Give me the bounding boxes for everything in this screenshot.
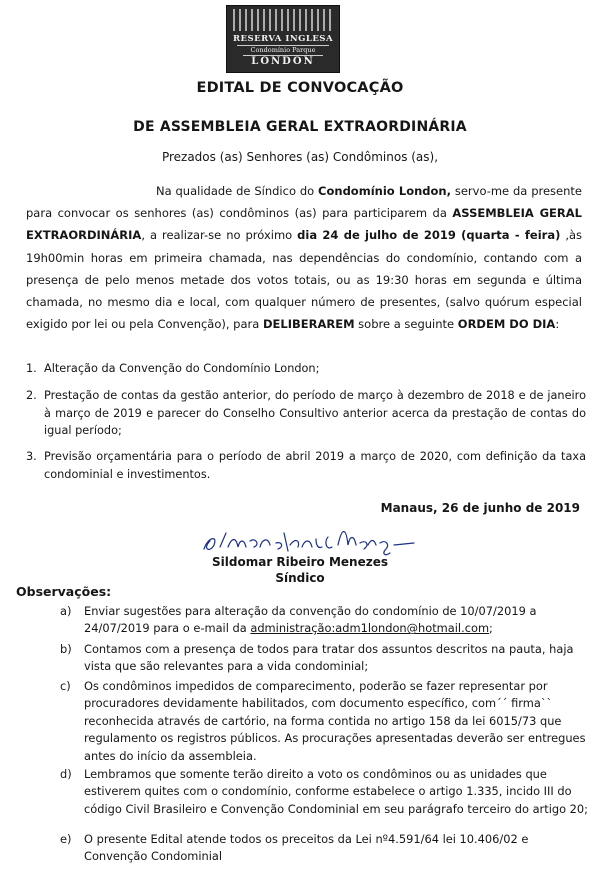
- agenda-number: 2.: [26, 389, 37, 402]
- signer-role: Síndico: [275, 571, 325, 585]
- intro-text-5: sobre a seguinte: [354, 317, 458, 332]
- observation-item: [60, 603, 590, 638]
- observation-a-text: Enviar sugestões para alteração da convenção do condomínio de 10/07/2019 a 24/07/2019 para o e-mail da: [84, 604, 537, 636]
- meeting-date: dia 24 de julho de 2019 (quarta - feira): [297, 228, 561, 243]
- intro-paragraph: [26, 180, 582, 335]
- observation-text: Contamos com a presença de todos para tratar dos assuntos descritos na pauta, haja vista que são relevantes para a vida condominial;: [84, 642, 574, 674]
- intro-text-4: ,às 19h00min horas em primeira chamada, nas dependências do condomínio, contando com a presença de pelo menos metade dos votos totais, ou as 19:30 horas em segunda e última chamada, no mesmo dia e local, com qualquer número de presentes, (salvo quórum especial exigido por lei ou pela Convenção), para: [26, 228, 583, 332]
- observation-text: [84, 603, 590, 638]
- handwritten-signature: [198, 519, 428, 559]
- greeting: Prezados (as) Senhores (as) Condôminos (as),: [161, 150, 439, 164]
- intro-text-1: Na qualidade de Síndico do: [156, 184, 319, 198]
- agenda-item: [26, 448, 586, 483]
- observation-letter: e): [60, 832, 72, 846]
- condominium-logo: [226, 5, 340, 73]
- observation-letter: c): [60, 679, 71, 693]
- observation-letter: a): [60, 604, 72, 618]
- document-subtitle: DE ASSEMBLEIA GERAL EXTRAORDINÁRIA: [133, 119, 467, 135]
- agenda-item: [26, 387, 586, 440]
- observations-heading: Observações:: [16, 584, 112, 599]
- observation-letter: d): [60, 767, 72, 781]
- intro-text-3: , a realizar-se no próximo: [141, 228, 298, 243]
- observation-text: Os condôminos impedidos de comparecimento, poderão se fazer representar por procuradores devidamente habilitados, com documento específico, com´´ firma`` reconhecida através de cartório, na forma contida no artigo 158 da lei 6015/73 que regulamento os registros públicos. As procurações apresentadas deverão ser entregues antes do início da assembleia.: [84, 679, 586, 763]
- observation-item: [60, 831, 590, 866]
- intro-text-2: servo-me da presente para convocar os senhores (as) condôminos (as) para participarem da: [26, 184, 582, 221]
- agenda-text: Alteração da Convenção do Condomínio London;: [44, 362, 320, 375]
- agenda-text: Previsão orçamentária para o período de abril 2019 a março de 2020, com definição da taxa condominial e investimentos.: [44, 450, 586, 481]
- document-title: EDITAL DE CONVOCAÇÃO: [196, 80, 404, 96]
- email-link[interactable]: administração:adm1london@hotmail.com: [250, 621, 490, 636]
- assembly-type: ASSEMBLEIA GERAL EXTRAORDINÁRIA: [26, 206, 582, 243]
- observation-letter: b): [60, 642, 72, 656]
- agenda-text: Prestação de contas da gestão anterior, do período de março à dezembro de 2018 e de janeiro à março de 2019 e parecer do Conselho Consultivo anterior acerca da prestação de contas do igual período;: [44, 389, 586, 437]
- signer-name: Sildomar Ribeiro Menezes: [212, 555, 388, 569]
- logo-line-2: Condomínio Parque: [237, 45, 329, 54]
- observation-item: [60, 641, 590, 676]
- observation-text: Lembramos que somente terão direito a voto os condôminos ou as unidades que estiverem quites com o condomínio, conforme estabelece o artigo 1.335, incido III do código Civil Brasileiro e Convenção Condominial em seu parágrafo terceiro do artigo 20;: [84, 767, 589, 816]
- logo-line-1: RESERVA INGLESA: [232, 34, 334, 44]
- building-illustration: [233, 9, 333, 31]
- agenda-number: 1.: [26, 362, 37, 375]
- logo-line-3: LONDON: [243, 55, 323, 68]
- agenda-item: [26, 360, 586, 378]
- signer-block: [0, 554, 600, 586]
- condo-name: Condomínio London,: [318, 184, 451, 198]
- observation-item: [60, 678, 590, 765]
- place-and-date: Manaus, 26 de junho de 2019: [380, 501, 580, 515]
- intro-text-6: :: [555, 317, 560, 332]
- order-of-day: ORDEM DO DIA: [457, 317, 556, 332]
- observation-text: O presente Edital atende todos os preceitos da Lei nº4.591/64 lei 10.406/02 e Convenção Condominial: [84, 832, 529, 864]
- agenda-number: 3.: [26, 450, 37, 463]
- observation-item: [60, 766, 590, 818]
- deliberate-word: DELIBERAREM: [262, 317, 355, 332]
- observation-a-end: ;: [489, 621, 493, 636]
